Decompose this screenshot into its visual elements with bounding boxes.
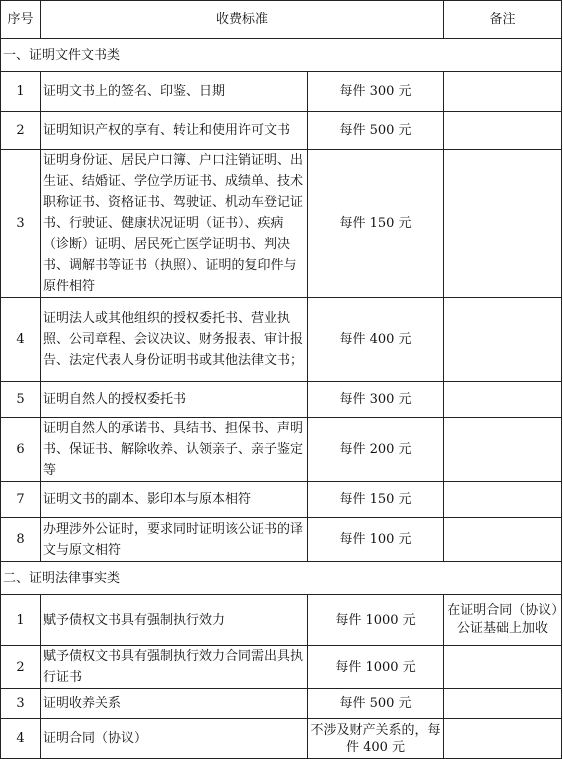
row-number: 5 (1, 382, 41, 418)
row-fee: 每件 1000 元 (308, 646, 444, 689)
section-row (1, 562, 562, 595)
row-item: 证明自然人的授权委托书 (41, 382, 308, 418)
row-note (444, 689, 562, 719)
row-item: 证明知识产权的享有、转让和使用许可文书 (41, 112, 308, 150)
table-row (1, 646, 562, 689)
table-row (1, 689, 562, 719)
row-note (444, 646, 562, 689)
row-number: 6 (1, 418, 41, 482)
table-row (1, 382, 562, 418)
row-number: 2 (1, 112, 41, 150)
row-note (444, 418, 562, 482)
table-row (1, 298, 562, 382)
row-item: 证明合同（协议） (41, 719, 308, 759)
table-row (1, 150, 562, 298)
row-note (444, 298, 562, 382)
row-item: 证明身份证、居民户口簿、户口注销证明、出生证、结婚证、学位学历证书、成绩单、技术职称证书、资格证书、驾驶证、机动车登记证书、行驶证、健康状况证明（证书）、疾病（诊断）证明、居民死亡医学证明书、判决书、调解书等证书（执照）、证明的复印件与原件相符 (41, 150, 308, 298)
row-item: 赋予债权文书具有强制执行效力合同需出具执行证书 (41, 646, 308, 689)
row-fee: 每件 150 元 (308, 150, 444, 298)
table-row (1, 482, 562, 518)
row-item: 赋予债权文书具有强制执行效力 (41, 595, 308, 646)
row-item: 证明法人或其他组织的授权委托书、营业执照、公司章程、会议决议、财务报表、审计报告、法定代表人身份证明书或其他法律文书； (41, 298, 308, 382)
row-number: 7 (1, 482, 41, 518)
table-row (1, 518, 562, 562)
row-number: 2 (1, 646, 41, 689)
table-header-row (1, 1, 562, 39)
header-standard: 收费标准 (41, 1, 444, 39)
row-number: 4 (1, 719, 41, 759)
row-fee: 每件 300 元 (308, 382, 444, 418)
row-fee: 每件 500 元 (308, 689, 444, 719)
row-item: 证明收养关系 (41, 689, 308, 719)
row-note (444, 72, 562, 112)
section-title: 二、证明法律事实类 (1, 562, 562, 595)
row-number: 3 (1, 150, 41, 298)
row-fee: 每件 300 元 (308, 72, 444, 112)
header-note: 备注 (444, 1, 562, 39)
row-number: 1 (1, 595, 41, 646)
row-number: 1 (1, 72, 41, 112)
row-fee: 不涉及财产关系的，每件 400 元 (308, 719, 444, 759)
row-item: 证明自然人的承诺书、具结书、担保书、声明书、保证书、解除收养、认领亲子、亲子鉴定等 (41, 418, 308, 482)
header-no: 序号 (1, 1, 41, 39)
row-fee: 每件 400 元 (308, 298, 444, 382)
row-item: 证明文书的副本、影印本与原本相符 (41, 482, 308, 518)
row-note (444, 112, 562, 150)
row-number: 4 (1, 298, 41, 382)
row-note (444, 482, 562, 518)
row-number: 3 (1, 689, 41, 719)
row-note (444, 518, 562, 562)
section-row (1, 39, 562, 72)
row-note: 在证明合同（协议）公证基础上加收 (444, 595, 562, 646)
row-item: 办理涉外公证时，要求同时证明该公证书的译文与原文相符 (41, 518, 308, 562)
row-fee: 每件 1000 元 (308, 595, 444, 646)
section-title: 一、证明文件文书类 (1, 39, 562, 72)
row-fee: 每件 150 元 (308, 482, 444, 518)
row-item: 证明文书上的签名、印鉴、日期 (41, 72, 308, 112)
row-fee: 每件 200 元 (308, 418, 444, 482)
row-note (444, 150, 562, 298)
table-row (1, 418, 562, 482)
row-note (444, 382, 562, 418)
row-fee: 每件 500 元 (308, 112, 444, 150)
table-row (1, 112, 562, 150)
row-fee: 每件 100 元 (308, 518, 444, 562)
table-row (1, 72, 562, 112)
row-number: 8 (1, 518, 41, 562)
table-row (1, 595, 562, 646)
